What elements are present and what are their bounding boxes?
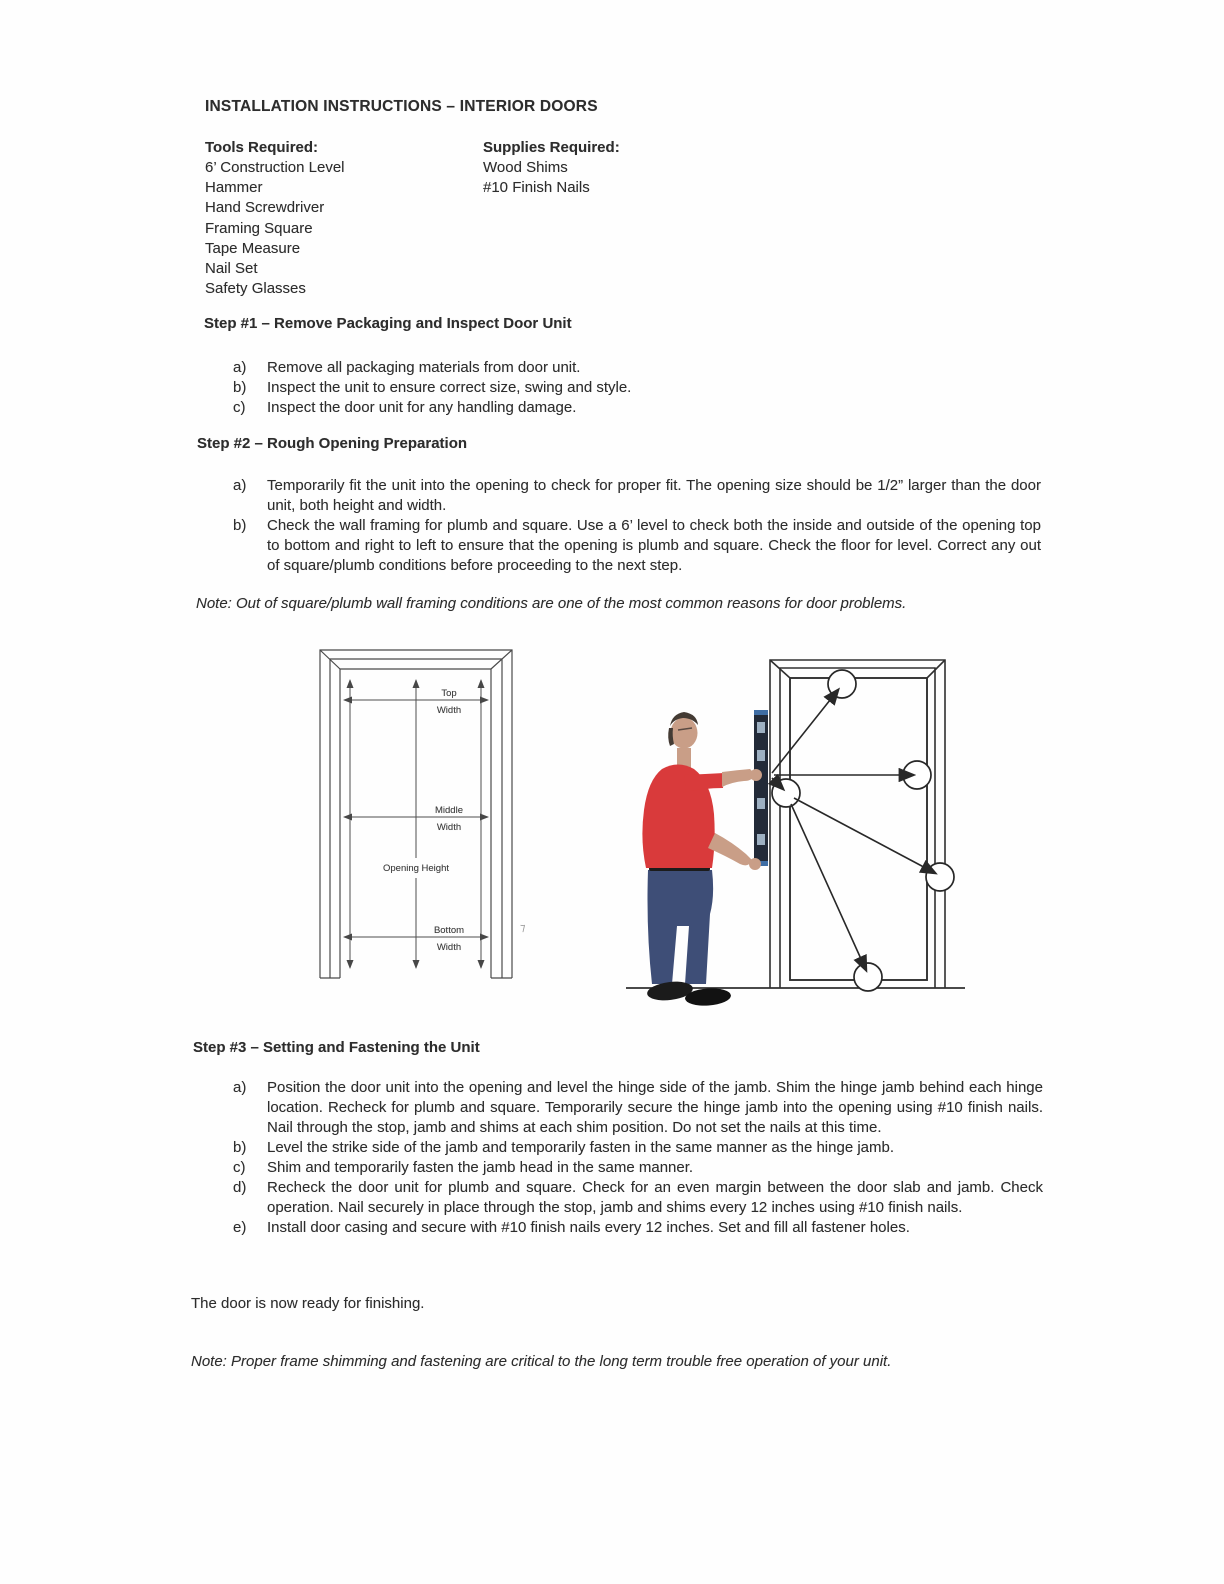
item-text: Install door casing and secure with #10 finish nails every 12 inches. Set and fill all fastener holes.: [267, 1219, 910, 1236]
label-bottom-width-2: Width: [436, 942, 462, 953]
measurement-diagram: [308, 636, 522, 992]
item-letter: d): [233, 1179, 247, 1196]
item-letter: b): [233, 517, 247, 534]
item-letter: c): [233, 1159, 246, 1176]
closing-line: The door is now ready for finishing.: [191, 1295, 425, 1312]
item-text: Level the strike side of the jamb and temporarily fasten in the same manner as the hinge jamb.: [267, 1139, 895, 1156]
check-circle-lower-right: [926, 863, 954, 891]
label-top-width-1: Top: [441, 688, 457, 699]
item-letter: a): [233, 477, 247, 494]
item-text: Inspect the unit to ensure correct size, swing and style.: [267, 379, 632, 396]
installer-forearm-upper: [722, 769, 755, 787]
item-letter: a): [233, 359, 247, 376]
level-end-cap: [754, 710, 768, 715]
item-text: Position the door unit into the opening and level the hinge side of the jamb. Shim the hinge jamb behind each hinge location. Recheck for plumb and square. Temporarily secure the hinge jamb into the opening using #10 finish nails. Nail through the stop, jamb and shims at each shim position. Do not set the nails at this time.: [267, 1079, 1043, 1136]
list-item: [233, 378, 1043, 398]
tools-item: Tape Measure: [205, 239, 301, 257]
supplies-item: Wood Shims: [483, 159, 568, 176]
step3-heading: Step #3 – Setting and Fastening the Unit: [193, 1039, 480, 1056]
step3-list: [233, 1078, 1043, 1238]
item-text: Remove all packaging materials from door unit.: [267, 359, 581, 376]
tools-item: Hand Screwdriver: [205, 199, 325, 217]
item-text: Check the wall framing for plumb and square. Use a 6’ level to check both the inside and outside of the opening top to bottom and right to left to ensure that the opening is plumb and square. Check the floor for level. Correct any out of square/plumb conditions before proceeding to the next step.: [267, 517, 1041, 574]
tools-item: Nail Set: [205, 260, 258, 278]
list-item: [233, 476, 1041, 516]
tools-list: [205, 158, 345, 299]
level-vial: [757, 798, 765, 809]
list-item: [233, 1078, 1043, 1138]
item-text: Inspect the door unit for any handling damage.: [267, 399, 577, 416]
installer-jeans: [648, 870, 714, 984]
label-top-width-2: Width: [436, 705, 462, 716]
item-text: Shim and temporarily fasten the jamb head in the same manner.: [267, 1159, 694, 1176]
installer-forearm-lower: [708, 833, 752, 865]
level-icon: [754, 710, 768, 866]
tools-item: Framing Square: [205, 219, 313, 237]
step2-heading: Step #2 – Rough Opening Preparation: [197, 435, 468, 452]
list-item: [233, 1218, 1043, 1238]
check-arrows: [772, 690, 935, 970]
check-circle-top: [828, 670, 856, 698]
tools-item: Safety Glasses: [205, 280, 306, 298]
installer-hand: [749, 858, 761, 870]
installer: [642, 712, 755, 1007]
level-vial: [757, 750, 765, 761]
item-text: Recheck the door unit for plumb and square. Check for an even margin between the door slab and jamb. Check operation. Nail securely in place through the stop, jamb and shims every 12 inches using #10 finish nails.: [267, 1179, 1043, 1216]
door-unit-drawing: [770, 660, 945, 988]
item-letter: e): [233, 1219, 247, 1236]
check-circle-bottom: [854, 963, 882, 991]
label-opening-height: Opening Height: [382, 863, 450, 874]
framing-note: Note: Out of square/plumb wall framing conditions are one of the most common reasons for door problems.: [196, 595, 907, 612]
supplies-section: [483, 138, 620, 198]
step2-list: [233, 476, 1041, 576]
scan-artifact: ⁊: [520, 922, 526, 934]
list-item: [233, 358, 1043, 378]
supplies-list: [483, 158, 620, 198]
label-bottom-width-1: Bottom: [433, 925, 465, 936]
list-item: [233, 1138, 1043, 1158]
step1-list: [233, 358, 1043, 418]
step1-heading: Step #1 – Remove Packaging and Inspect Door Unit: [204, 315, 572, 332]
tools-item: Hammer: [205, 179, 263, 197]
supplies-item: #10 Finish Nails: [483, 179, 590, 197]
item-letter: c): [233, 399, 246, 416]
tools-heading: Tools Required:: [205, 139, 319, 156]
item-letter: b): [233, 379, 247, 396]
tools-item: 6’ Construction Level: [205, 159, 345, 176]
item-letter: a): [233, 1079, 247, 1096]
list-item: [233, 1158, 1043, 1178]
installer-hand: [750, 769, 762, 781]
level-vial: [757, 722, 765, 733]
level-vial: [757, 834, 765, 845]
supplies-heading: Supplies Required:: [483, 139, 620, 156]
page-title: INSTALLATION INSTRUCTIONS – INTERIOR DOORS: [205, 98, 598, 115]
list-item: [233, 1178, 1043, 1218]
item-text: Temporarily fit the unit into the opening to check for proper fit. The opening size should be 1/2” larger than the door unit, both height and width.: [267, 477, 1041, 514]
tools-section: [205, 138, 345, 299]
list-item: [233, 516, 1041, 576]
installer-head: [671, 718, 698, 749]
list-item: [233, 398, 1043, 418]
label-middle-width-1: Middle: [435, 805, 463, 816]
shimming-note: Note: Proper frame shimming and fastening are critical to the long term trouble free operation of your unit.: [191, 1353, 892, 1370]
label-middle-width-2: Width: [436, 822, 462, 833]
installation-figure: [622, 630, 967, 1015]
item-letter: b): [233, 1139, 247, 1156]
